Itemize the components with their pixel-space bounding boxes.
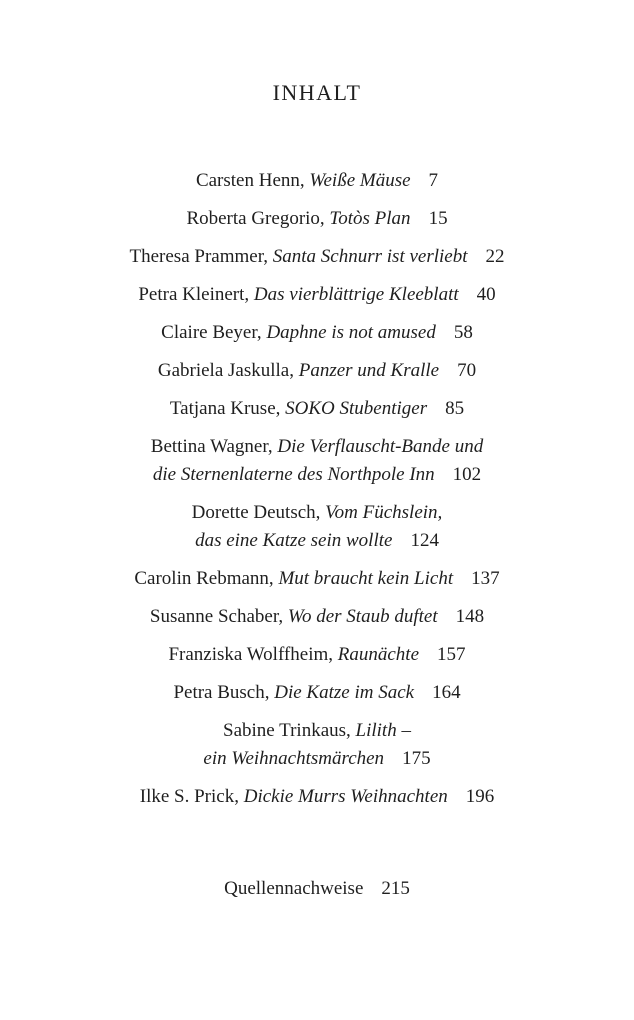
entry-author: Sabine Trinkaus, bbox=[223, 720, 351, 741]
entry-page: 58 bbox=[453, 322, 473, 343]
toc-entry[interactable] bbox=[0, 568, 634, 590]
entry-page: 148 bbox=[455, 606, 485, 627]
entry-author: Bettina Wagner, bbox=[150, 436, 273, 457]
toc-entry[interactable] bbox=[0, 284, 634, 306]
entry-page: 102 bbox=[452, 464, 482, 485]
toc-entry[interactable] bbox=[0, 170, 634, 192]
entry-title: Totòs Plan bbox=[329, 208, 411, 229]
entry-author: Petra Busch, bbox=[173, 682, 270, 703]
entry-title: Wo der Staub duftet bbox=[287, 606, 438, 627]
toc-entry[interactable] bbox=[0, 246, 634, 268]
toc-entry[interactable] bbox=[0, 398, 634, 420]
entry-title-continued: ein Weihnachtsmärchen bbox=[203, 748, 385, 769]
entry-author: Tatjana Kruse, bbox=[169, 398, 281, 419]
toc-entry[interactable] bbox=[0, 682, 634, 704]
entry-page: 157 bbox=[437, 644, 466, 665]
entry-title: Panzer und Kralle bbox=[298, 360, 440, 381]
entry-title: Das vierblättrige Kleeblatt bbox=[253, 284, 459, 305]
entry-page: 124 bbox=[410, 530, 439, 551]
entry-title: Weiße Mäuse bbox=[309, 170, 411, 191]
entry-author: Gabriela Jaskulla, bbox=[157, 360, 294, 381]
entry-author: Theresa Prammer, bbox=[129, 246, 269, 267]
entry-page: 40 bbox=[476, 284, 496, 305]
toc-entry[interactable] bbox=[0, 436, 634, 486]
entry-title-continued: das eine Katze sein wollte bbox=[195, 530, 393, 551]
entry-page: 175 bbox=[402, 748, 431, 769]
entry-page: 15 bbox=[428, 208, 448, 229]
toc-entry[interactable] bbox=[0, 208, 634, 230]
entry-title-continued: die Sternenlaterne des Northpole Inn bbox=[152, 464, 435, 485]
entry-title: Raunächte bbox=[337, 644, 420, 665]
entry-page: 7 bbox=[428, 170, 439, 191]
entry-author: Susanne Schaber, bbox=[149, 606, 284, 627]
toc-entry[interactable] bbox=[0, 786, 634, 808]
entry-title: SOKO Stubentiger bbox=[285, 398, 428, 419]
toc-entry[interactable] bbox=[0, 606, 634, 628]
toc-entry[interactable] bbox=[0, 360, 634, 382]
entry-page: 22 bbox=[485, 246, 505, 267]
toc-entry[interactable] bbox=[0, 720, 634, 770]
entry-title: Santa Schnurr ist verliebt bbox=[272, 246, 468, 267]
sources-entry[interactable] bbox=[0, 878, 634, 900]
table-of-contents bbox=[0, 170, 634, 824]
toc-entry[interactable] bbox=[0, 502, 634, 552]
entry-page: 164 bbox=[432, 682, 461, 703]
entry-page: 70 bbox=[457, 360, 477, 381]
entry-page: 196 bbox=[465, 786, 495, 807]
entry-author: Petra Kleinert, bbox=[138, 284, 250, 305]
entry-author: Ilke S. Prick, bbox=[139, 786, 239, 807]
entry-title: Daphne is not amused bbox=[266, 322, 436, 343]
entry-page: 85 bbox=[445, 398, 465, 419]
entry-author: Dorette Deutsch, bbox=[191, 502, 321, 523]
entry-title: Mut braucht kein Licht bbox=[278, 568, 454, 589]
entry-page: 137 bbox=[471, 568, 500, 589]
entry-title: Lilith – bbox=[355, 720, 411, 741]
entry-author: Franziska Wolffheim, bbox=[168, 644, 333, 665]
entry-title: Vom Füchslein, bbox=[325, 502, 443, 523]
entry-author: Carsten Henn, bbox=[195, 170, 305, 191]
entry-title: Dickie Murrs Weihnachten bbox=[243, 786, 448, 807]
sources-label: Quellennachweise bbox=[224, 878, 364, 899]
entry-title: Die Verflauscht-Bande und bbox=[277, 436, 484, 457]
sources-page: 215 bbox=[381, 878, 410, 899]
entry-author: Claire Beyer, bbox=[161, 322, 262, 343]
entry-author: Carolin Rebmann, bbox=[134, 568, 274, 589]
page-title: INHALT bbox=[272, 80, 362, 105]
toc-entry[interactable] bbox=[0, 322, 634, 344]
toc-entry[interactable] bbox=[0, 644, 634, 666]
entry-author: Roberta Gregorio, bbox=[186, 208, 325, 229]
entry-title: Die Katze im Sack bbox=[274, 682, 415, 703]
